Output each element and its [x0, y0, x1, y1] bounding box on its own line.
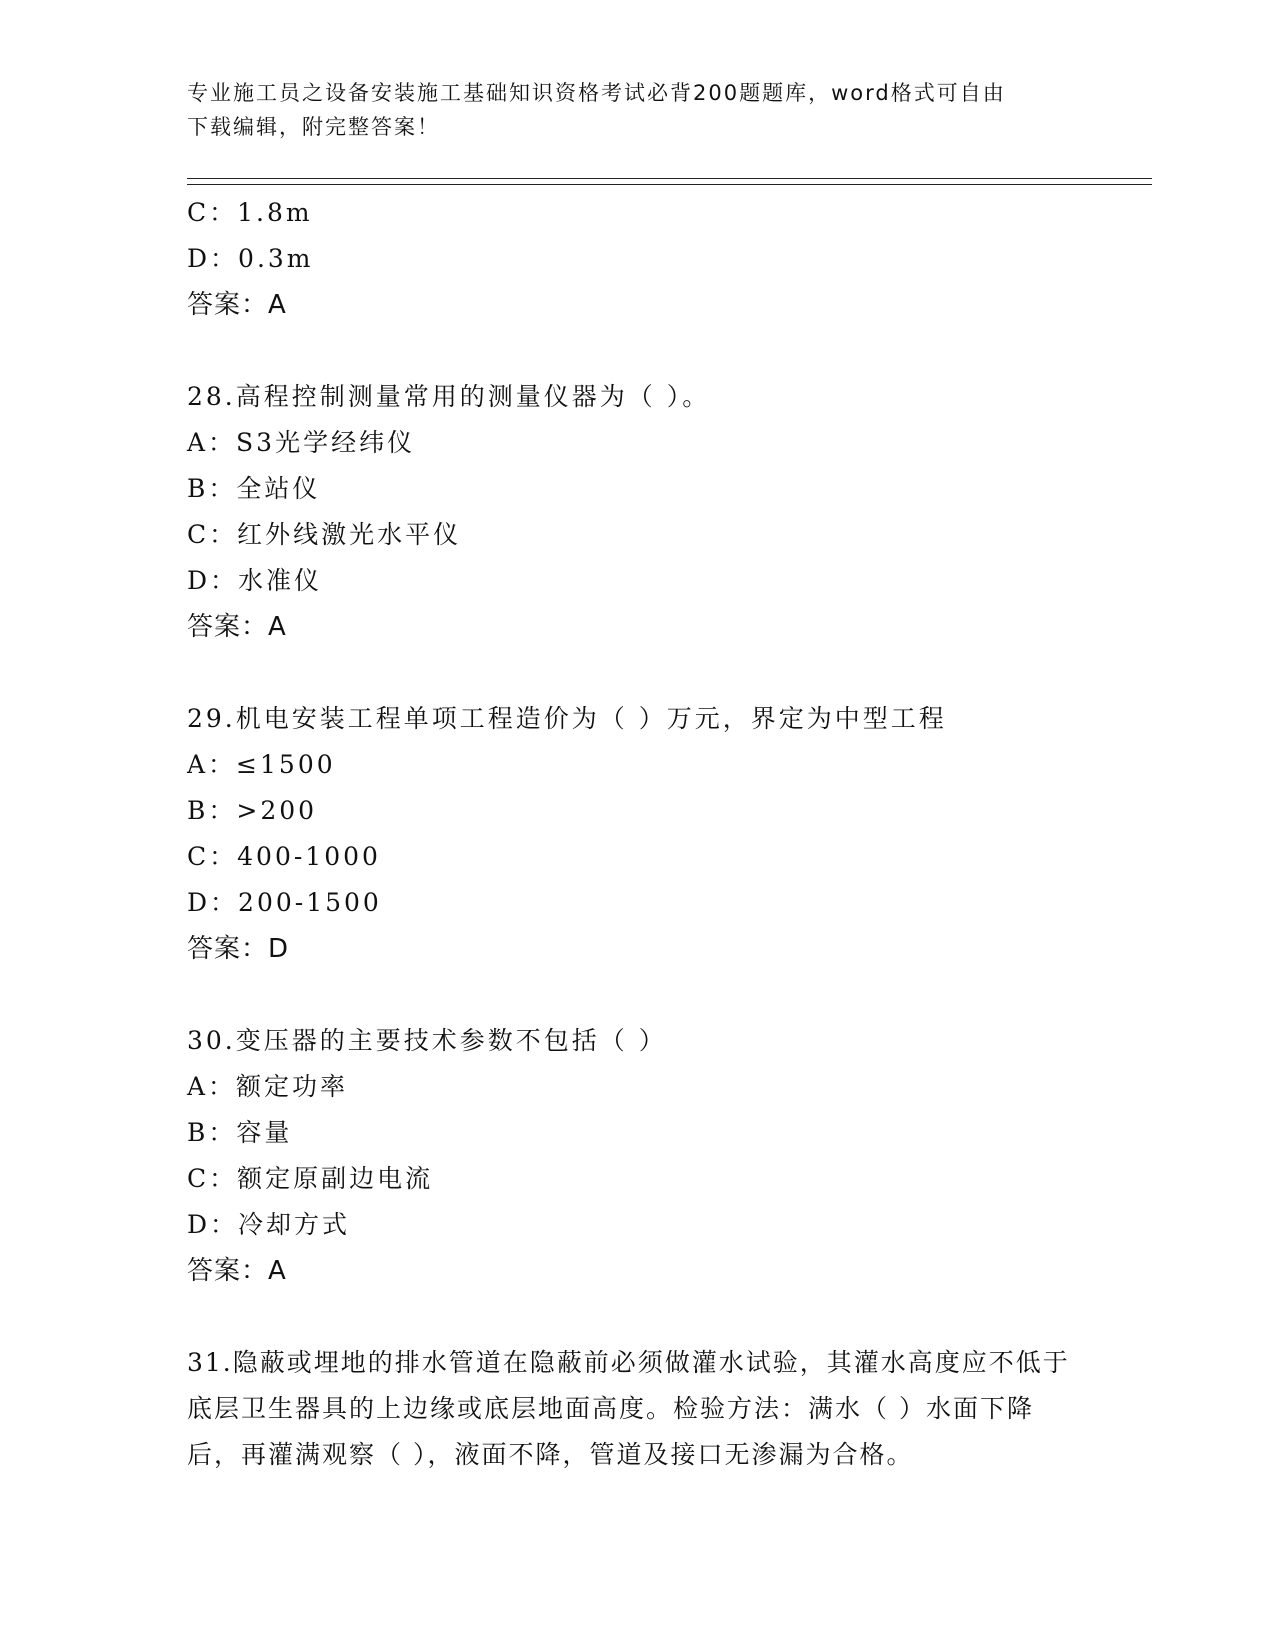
document-header [187, 76, 1087, 144]
header-divider-bottom [187, 184, 1152, 185]
option-d: D：200-1500 [187, 888, 382, 917]
option-d: D：水准仪 [187, 566, 323, 595]
answer-line: 答案：D [187, 934, 290, 964]
option-a: A：S3光学经纬仪 [187, 428, 416, 457]
question-29 [187, 696, 1087, 972]
question-list [187, 190, 1087, 1478]
question-28 [187, 374, 1087, 650]
option-d: D：0.3m [187, 244, 314, 273]
question-stem: 31.隐蔽或埋地的排水管道在隐蔽前必须做灌水试验，其灌水高度应不低于底层卫生器具的上边缘或底层地面高度。检验方法：满水（ ）水面下降后，再灌满观察（ ），液面不降，管道及接口无渗漏为合格。 [187, 1348, 1070, 1469]
option-c: C：400-1000 [187, 842, 381, 871]
option-b: B：全站仪 [187, 474, 321, 503]
question-stem: 29.机电安装工程单项工程造价为（ ）万元，界定为中型工程 [187, 704, 947, 733]
header-divider-top [187, 178, 1152, 179]
question-27-partial [187, 190, 1087, 328]
option-a: A：额定功率 [187, 1072, 349, 1101]
option-c: C：红外线激光水平仪 [187, 520, 462, 549]
question-stem: 30.变压器的主要技术参数不包括（ ） [187, 1026, 667, 1055]
option-a: A：≤1500 [187, 750, 336, 779]
option-b: B：容量 [187, 1118, 293, 1147]
option-c: C：1.8m [187, 198, 313, 227]
question-31 [187, 1340, 1087, 1478]
answer-line: 答案：A [187, 1256, 287, 1286]
option-d: D：冷却方式 [187, 1210, 351, 1239]
answer-line: 答案：A [187, 612, 287, 642]
option-b: B：>200 [187, 796, 318, 825]
header-title-line-2: 下载编辑，附完整答案！ [187, 115, 440, 139]
answer-line: 答案：A [187, 290, 287, 320]
question-stem: 28.高程控制测量常用的测量仪器为（ ）。 [187, 382, 711, 411]
option-c: C：额定原副边电流 [187, 1164, 434, 1193]
header-title-line-1: 专业施工员之设备安装施工基础知识资格考试必背200题题库，word格式可自由 [187, 81, 1006, 105]
question-30 [187, 1018, 1087, 1294]
